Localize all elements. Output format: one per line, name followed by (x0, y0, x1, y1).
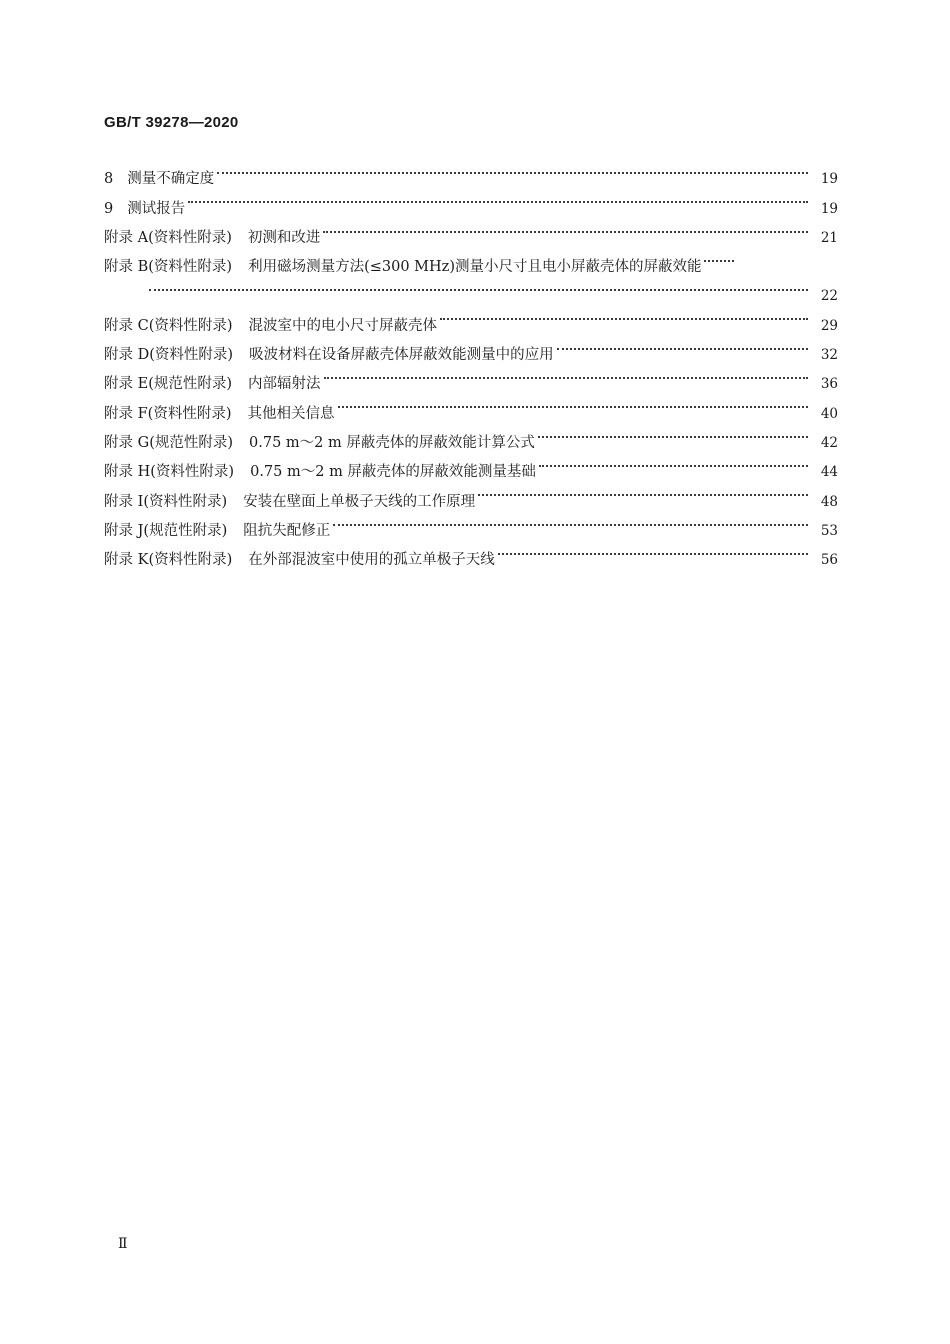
dot-leader (323, 213, 808, 242)
toc-entry-title: 测试报告 (127, 200, 186, 217)
dot-leader (188, 183, 808, 212)
toc-section-number: 9 (104, 200, 114, 217)
dot-leader (539, 447, 808, 476)
toc-page-number: 48 (820, 493, 838, 510)
toc-page-number: 32 (820, 347, 838, 364)
toc-section-number: 8 (104, 171, 114, 188)
dot-leader (149, 271, 808, 300)
dot-leader (478, 476, 808, 505)
toc-entry-annex-c[interactable] (104, 300, 838, 334)
toc-annex-category: (资料性附录) (148, 552, 233, 569)
toc-page-number: 53 (820, 522, 838, 539)
toc-annex-category: (资料性附录) (148, 259, 233, 276)
toc-entry-title: 阻抗失配修正 (243, 522, 331, 539)
toc-page-number: 21 (820, 229, 838, 246)
toc-page-number: 44 (820, 464, 838, 481)
dot-leader (440, 300, 808, 329)
toc-annex-category: (资料性附录) (148, 317, 233, 334)
toc-page-number: 22 (820, 288, 838, 305)
toc-entry-title: 测量不确定度 (127, 171, 215, 188)
dot-leader (338, 388, 809, 417)
toc-annex-label: 附录 H (104, 464, 151, 481)
toc-annex-category: (资料性附录) (149, 347, 234, 364)
toc-entry-title: 在外部混波室中使用的孤立单极子天线 (248, 552, 495, 569)
toc-annex-label: 附录 F (104, 405, 148, 422)
toc-annex-category: (资料性附录) (148, 229, 232, 246)
toc-page-number: 19 (820, 171, 838, 188)
toc-annex-label: 附录 A (104, 229, 149, 246)
dot-leader (217, 154, 808, 183)
toc-entry-title: 初测和改进 (247, 229, 321, 246)
toc-page-number: 42 (820, 434, 838, 451)
toc-annex-category: (规范性附录) (148, 376, 233, 393)
page-number-footer: Ⅱ (118, 1236, 128, 1252)
toc-annex-label: 附录 J (104, 522, 144, 539)
toc-annex-category: (规范性附录) (143, 522, 228, 539)
toc-entry-8[interactable] (104, 154, 838, 188)
standard-number-header: GB/T 39278—2020 (104, 114, 239, 131)
toc-page-number: 19 (820, 200, 838, 217)
toc-page-number: 56 (820, 552, 838, 569)
dot-leader (557, 330, 808, 359)
toc-annex-label: 附录 E (104, 376, 149, 393)
toc-page-number: 29 (820, 317, 838, 334)
dot-leader (704, 242, 734, 271)
toc-entry-title: 混波室中的电小尺寸屏蔽壳体 (248, 317, 438, 334)
toc-annex-label: 附录 D (104, 347, 150, 364)
toc-entry-annex-a[interactable] (104, 213, 838, 246)
toc-annex-category: (资料性附录) (147, 405, 232, 422)
toc-entry-title: 利用磁场测量方法(≤300 MHz)测量小尺寸且电小屏蔽壳体的屏蔽效能 (248, 259, 702, 276)
toc-entry-title: 安装在壁面上单极子天线的工作原理 (243, 493, 476, 510)
toc-entry-title: 吸波材料在设备屏蔽壳体屏蔽效能测量中的应用 (249, 347, 554, 364)
toc-annex-label: 附录 K (104, 552, 149, 569)
toc-entry-9[interactable] (104, 183, 838, 217)
toc-entry-title: 0.75 m～2 m 屏蔽壳体的屏蔽效能计算公式 (249, 434, 535, 451)
table-of-contents (104, 154, 838, 569)
dot-leader (498, 535, 808, 564)
toc-annex-label: 附录 C (104, 317, 149, 334)
toc-page-number: 36 (820, 376, 838, 393)
toc-page-number: 40 (820, 405, 838, 422)
toc-annex-label: 附录 B (104, 259, 149, 276)
dot-leader (333, 506, 808, 535)
toc-entry-title: 内部辐射法 (248, 376, 321, 393)
dot-leader (538, 418, 808, 447)
toc-entry-annex-b-continued[interactable] (104, 271, 838, 305)
toc-entry-title: 0.75 m～2 m 屏蔽壳体的屏蔽效能测量基础 (250, 464, 536, 481)
toc-annex-category: (资料性附录) (150, 464, 235, 481)
toc-annex-label: 附录 G (104, 434, 150, 451)
dot-leader (324, 359, 808, 388)
toc-annex-category: (资料性附录) (143, 493, 228, 510)
toc-annex-label: 附录 I (104, 493, 144, 510)
toc-annex-category: (规范性附录) (149, 434, 234, 451)
toc-entry-title: 其他相关信息 (247, 405, 335, 422)
